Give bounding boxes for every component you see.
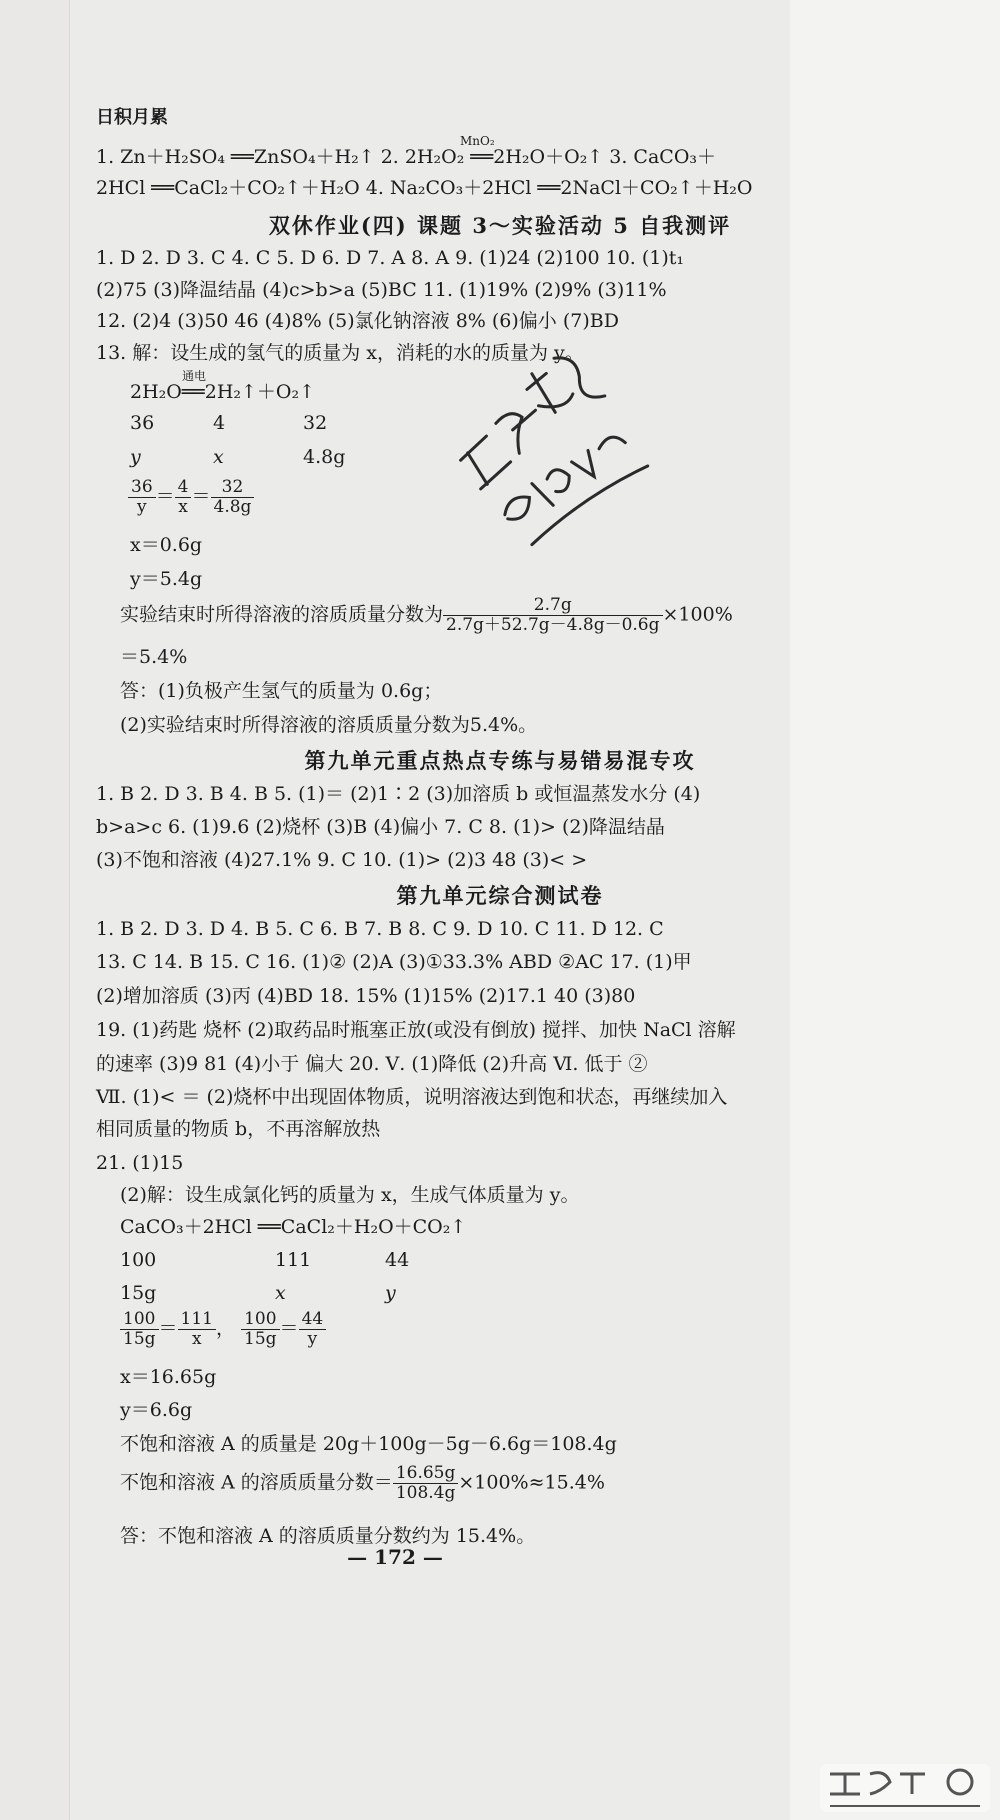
answer-line: 21. (1)15 xyxy=(96,1152,184,1174)
q13-equation: 2H₂O══2H₂↑＋O₂↑ xyxy=(130,381,316,403)
catalyst-label: MnO₂ xyxy=(460,134,495,148)
answer-line: Ⅶ. (1)< ＝ (2)烧杯中出现固体物质，说明溶液达到饱和状态，再继续加入 xyxy=(96,1086,728,1108)
section-heading: 日积月累 xyxy=(96,107,168,128)
answer-line: 19. (1)药匙 烧杯 (2)取药品时瓶塞正放(或没有倒放) 搅拌、加快 NaCl 溶解 xyxy=(96,1019,736,1041)
q21-value-row: y xyxy=(385,1282,396,1304)
q21-value-row: x xyxy=(275,1282,286,1304)
q21-intro: (2)解：设生成氯化钙的质量为 x，生成气体质量为 y。 xyxy=(120,1184,580,1206)
answer-line: (2)75 (3)降温结晶 (4)c>b>a (5)BC 11. (1)19% (2)9% (3)11% xyxy=(96,279,667,301)
q13-concentration-result: ＝5.4% xyxy=(120,646,188,668)
answer-line: 13. 解：设生成的氢气的质量为 x，消耗的水的质量为 y。 xyxy=(96,342,584,364)
q13-answer-1: 答：(1)负极产生氢气的质量为 0.6g； xyxy=(120,680,443,702)
equation-line-2: 2HCl ══CaCl₂＋CO₂↑＋H₂O 4. Na₂CO₃＋2HCl ══2NaCl＋CO₂↑＋H₂O xyxy=(96,177,753,199)
q21-mass-line: 不饱和溶液 A 的质量是 20g＋100g－5g－6.6g＝108.4g xyxy=(120,1433,617,1455)
q21-value-row: 15g xyxy=(120,1282,157,1304)
watermark-logo xyxy=(820,1764,990,1812)
page-number: — 172 — xyxy=(347,1545,443,1569)
q21-ratio-row: 44 xyxy=(385,1249,410,1271)
q13-value-row: x xyxy=(213,446,224,468)
answer-line: 的速率 (3)9 81 (4)小于 偏大 20. Ⅴ. (1)降低 (2)升高 Ⅵ. 低于 ② xyxy=(96,1053,648,1075)
section-title-1: 双休作业(四) 课题 3～实验活动 5 自我测评 xyxy=(268,213,732,238)
section-title-3: 第九单元综合测试卷 xyxy=(396,883,604,908)
q13-ratio-row: 4 xyxy=(213,412,226,434)
page-margin xyxy=(790,0,1000,1820)
answer-line: 相同质量的物质 b，不再溶解放热 xyxy=(96,1118,381,1140)
q21-answer: 答：不饱和溶液 A 的溶质质量分数约为 15.4%。 xyxy=(120,1525,536,1547)
answer-line: 12. (2)4 (3)50 46 (4)8% (5)氯化钠溶液 8% (6)偏小 (7)BD xyxy=(96,310,619,332)
answer-line: 1. D 2. D 3. C 4. C 5. D 6. D 7. A 8. A 9. (1)24 (2)100 10. (1)t₁ xyxy=(96,247,685,269)
q13-value-row: y xyxy=(130,446,141,468)
answer-line: 1. B 2. D 3. D 4. B 5. C 6. B 7. B 8. C 9. D 10. C 11. D 12. C xyxy=(96,918,664,940)
q13-answer-2: (2)实验结束时所得溶液的溶质质量分数为5.4%。 xyxy=(120,714,538,736)
q21-proportion: $\frac{100}{15g}$ ＝ $\frac{111}{x}$ ， $\frac{100}{15g}$ ＝ $\frac{44}{y}$ xyxy=(120,1310,326,1349)
answer-line: (3)不饱和溶液 (4)27.1% 9. C 10. (1)> (2)3 48 (3)< > xyxy=(96,849,588,871)
answer-line: 13. C 14. B 15. C 16. (1)② (2)A (3)①33.3% ABD ②AC 17. (1)甲 xyxy=(96,951,692,973)
q21-x-result: x＝16.65g xyxy=(120,1366,217,1388)
q13-y-result: y＝5.4g xyxy=(130,568,203,590)
electrolysis-label: 通电 xyxy=(182,369,207,383)
q13-value-row: 4.8g xyxy=(303,446,346,468)
equation-line-1: 1. Zn＋H₂SO₄ ══ZnSO₄＋H₂↑ 2. 2H₂O₂ ══2H₂O＋O₂↑ 3. CaCO₃＋ xyxy=(96,146,717,168)
q21-y-result: y＝6.6g xyxy=(120,1399,193,1421)
q21-equation: CaCO₃＋2HCl ══CaCl₂＋H₂O＋CO₂↑ xyxy=(120,1216,467,1238)
q13-proportion: $\frac{36}{y}$ ＝ $\frac{4}{x}$ ＝ $\frac{32}{4.8g}$ xyxy=(128,478,254,517)
answer-line: (2)增加溶质 (3)丙 (4)BD 18. 15% (1)15% (2)17.1 40 (3)80 xyxy=(96,985,636,1007)
q21-ratio-row: 100 xyxy=(120,1249,157,1271)
q13-x-result: x＝0.6g xyxy=(130,534,203,556)
q13-ratio-row: 36 xyxy=(130,412,155,434)
q13-ratio-row: 32 xyxy=(303,412,328,434)
answer-line: b>a>c 6. (1)9.6 (2)烧杯 (3)B (4)偏小 7. C 8. (1)> (2)降温结晶 xyxy=(96,816,665,838)
answer-line: 1. B 2. D 3. B 4. B 5. (1)＝ (2)1∶2 (3)加溶质 b 或恒温蒸发水分 (4) xyxy=(96,783,701,805)
q21-ratio-row: 111 xyxy=(275,1249,312,1271)
section-title-2: 第九单元重点热点专练与易错易混专攻 xyxy=(304,748,696,773)
q21-fraction-line: 不饱和溶液 A 的溶质质量分数＝ $\frac{16.65g}{108.4g}$ ×100%≈15.4% xyxy=(120,1463,605,1503)
q13-concentration: 实验结束时所得溶液的溶质质量分数为 $\frac{2.7g}{2.7g+52.7g-4.8g-0.6g}$ ×100% xyxy=(120,595,733,635)
